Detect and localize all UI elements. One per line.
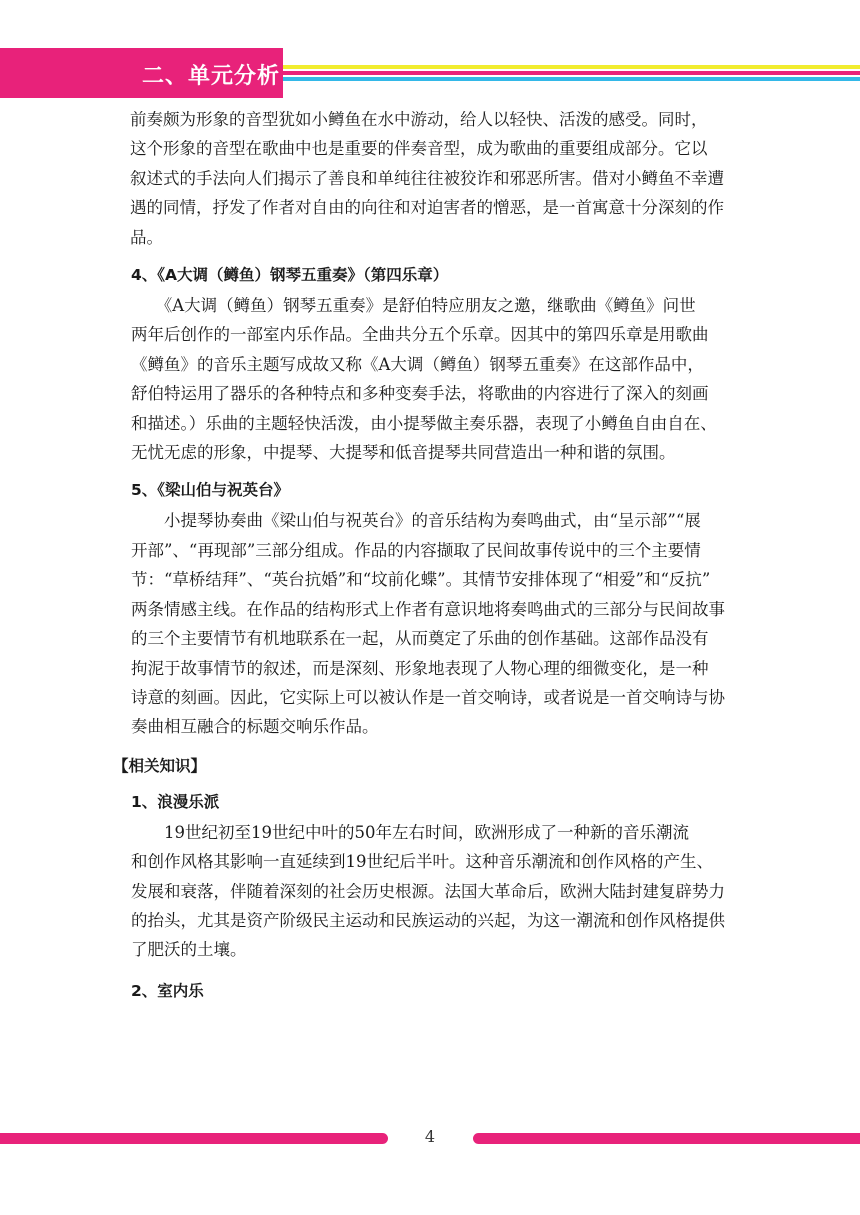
text-line: 两年后创作的一部室内乐作品。全曲共分五个乐章。因其中的第四乐章是用歌曲 (131, 325, 709, 345)
stripe-pink (283, 71, 860, 75)
text-line: 两条情感主线。在作品的结构形式上作者有意识地将奏鸣曲式的三部分与民间故事 (131, 599, 725, 619)
paragraph-trout-quintet (131, 291, 743, 467)
stripe-yellow (283, 65, 860, 69)
footer-bar-left (0, 1133, 388, 1144)
page-number: 4 (424, 1127, 436, 1146)
text-line: 奏曲相互融合的标题交响乐作品。 (131, 717, 379, 737)
text-line: 品。 (130, 227, 163, 247)
text-line: 节：“草桥结拜”、“英台抗婚”和“坟前化蝶”。其情节安排体现了“相爱”和“反抗” (131, 570, 711, 590)
text-line: 叙述式的手法向人们揭示了善良和单纯往往被狡诈和邪恶所害。借对小鳟鱼不幸遭 (130, 168, 724, 188)
text-line: 的三个主要情节有机地联系在一起，从而奠定了乐曲的创作基础。这部作品没有 (131, 629, 709, 649)
text-line: 的抬头，尤其是资产阶级民主运动和民族运动的兴起，为这一潮流和创作风格提供 (131, 910, 725, 930)
text-line: 这个形象的音型在歌曲中也是重要的伴奏音型，成为歌曲的重要组成部分。它以 (130, 139, 708, 159)
heading-butterfly-lovers: 5、《梁山伯与祝英台》 (131, 481, 290, 500)
heading-trout-quintet: 4、《A大调（鳟鱼）钢琴五重奏》（第四乐章） (131, 266, 449, 285)
document-body (113, 105, 743, 1001)
text-line: 19世纪初至19世纪中叶的50年左右时间，欧洲形成了一种新的音乐潮流 (131, 822, 689, 842)
header-stripes (283, 65, 860, 83)
text-line: 无忧无虑的形象，中提琴、大提琴和低音提琴共同营造出一种和谐的氛围。 (131, 443, 676, 463)
text-line: 发展和衰落，伴随着深刻的社会历史根源。法国大革命后，欧洲大陆封建复辟势力 (131, 881, 725, 901)
section-title: 二、单元分析 (142, 64, 281, 89)
text-line: 拘泥于故事情节的叙述，而是深刻、形象地表现了人物心理的细微变化，是一种 (131, 658, 709, 678)
text-line: 和创作风格其影响一直延续到19世纪后半叶。这种音乐潮流和创作风格的产生、 (131, 852, 713, 872)
text-line: 舒伯特运用了器乐的各种特点和多种变奏手法，将歌曲的内容进行了深入的刻画 (131, 384, 709, 404)
text-line: 诗意的刻画。因此，它实际上可以被认作是一首交响诗，或者说是一首交响诗与协 (131, 687, 725, 707)
text-line: 小提琴协奏曲《梁山伯与祝英台》的音乐结构为奏鸣曲式，由“呈示部”“展 (131, 511, 701, 531)
paragraph-trout-intro (130, 105, 743, 252)
text-line: 和描述。）乐曲的主题轻快活泼，由小提琴做主奏乐器，表现了小鳟鱼自由自在、 (131, 413, 717, 433)
text-line: 遇的同情，抒发了作者对自由的向往和对迫害者的憎恶，是一首寓意十分深刻的作 (130, 198, 724, 218)
footer-bar-right (473, 1133, 860, 1144)
text-line: 《鳟鱼》的音乐主题写成故又称《A大调（鳟鱼）钢琴五重奏》在这部作品中， (131, 354, 704, 374)
text-line: 开部”、“再现部”三部分组成。作品的内容撷取了民间故事传说中的三个主要情 (131, 540, 701, 560)
paragraph-romantic-school (131, 818, 743, 965)
stripe-blue (283, 77, 860, 81)
heading-romantic-school: 1、浪漫乐派 (131, 792, 220, 811)
text-line: 前奏颇为形象的音型犹如小鳟鱼在水中游动，给人以轻快、活泼的感受。同时， (130, 110, 708, 129)
paragraph-butterfly-lovers (131, 506, 743, 741)
heading-chamber-music: 2、室内乐 (131, 981, 204, 1000)
heading-related-knowledge: 【相关知识】 (113, 756, 207, 775)
text-line: 《A大调（鳟鱼）钢琴五重奏》是舒伯特应朋友之邀，继歌曲《鳟鱼》问世 (131, 296, 696, 316)
text-line: 了肥沃的土壤。 (131, 940, 247, 960)
